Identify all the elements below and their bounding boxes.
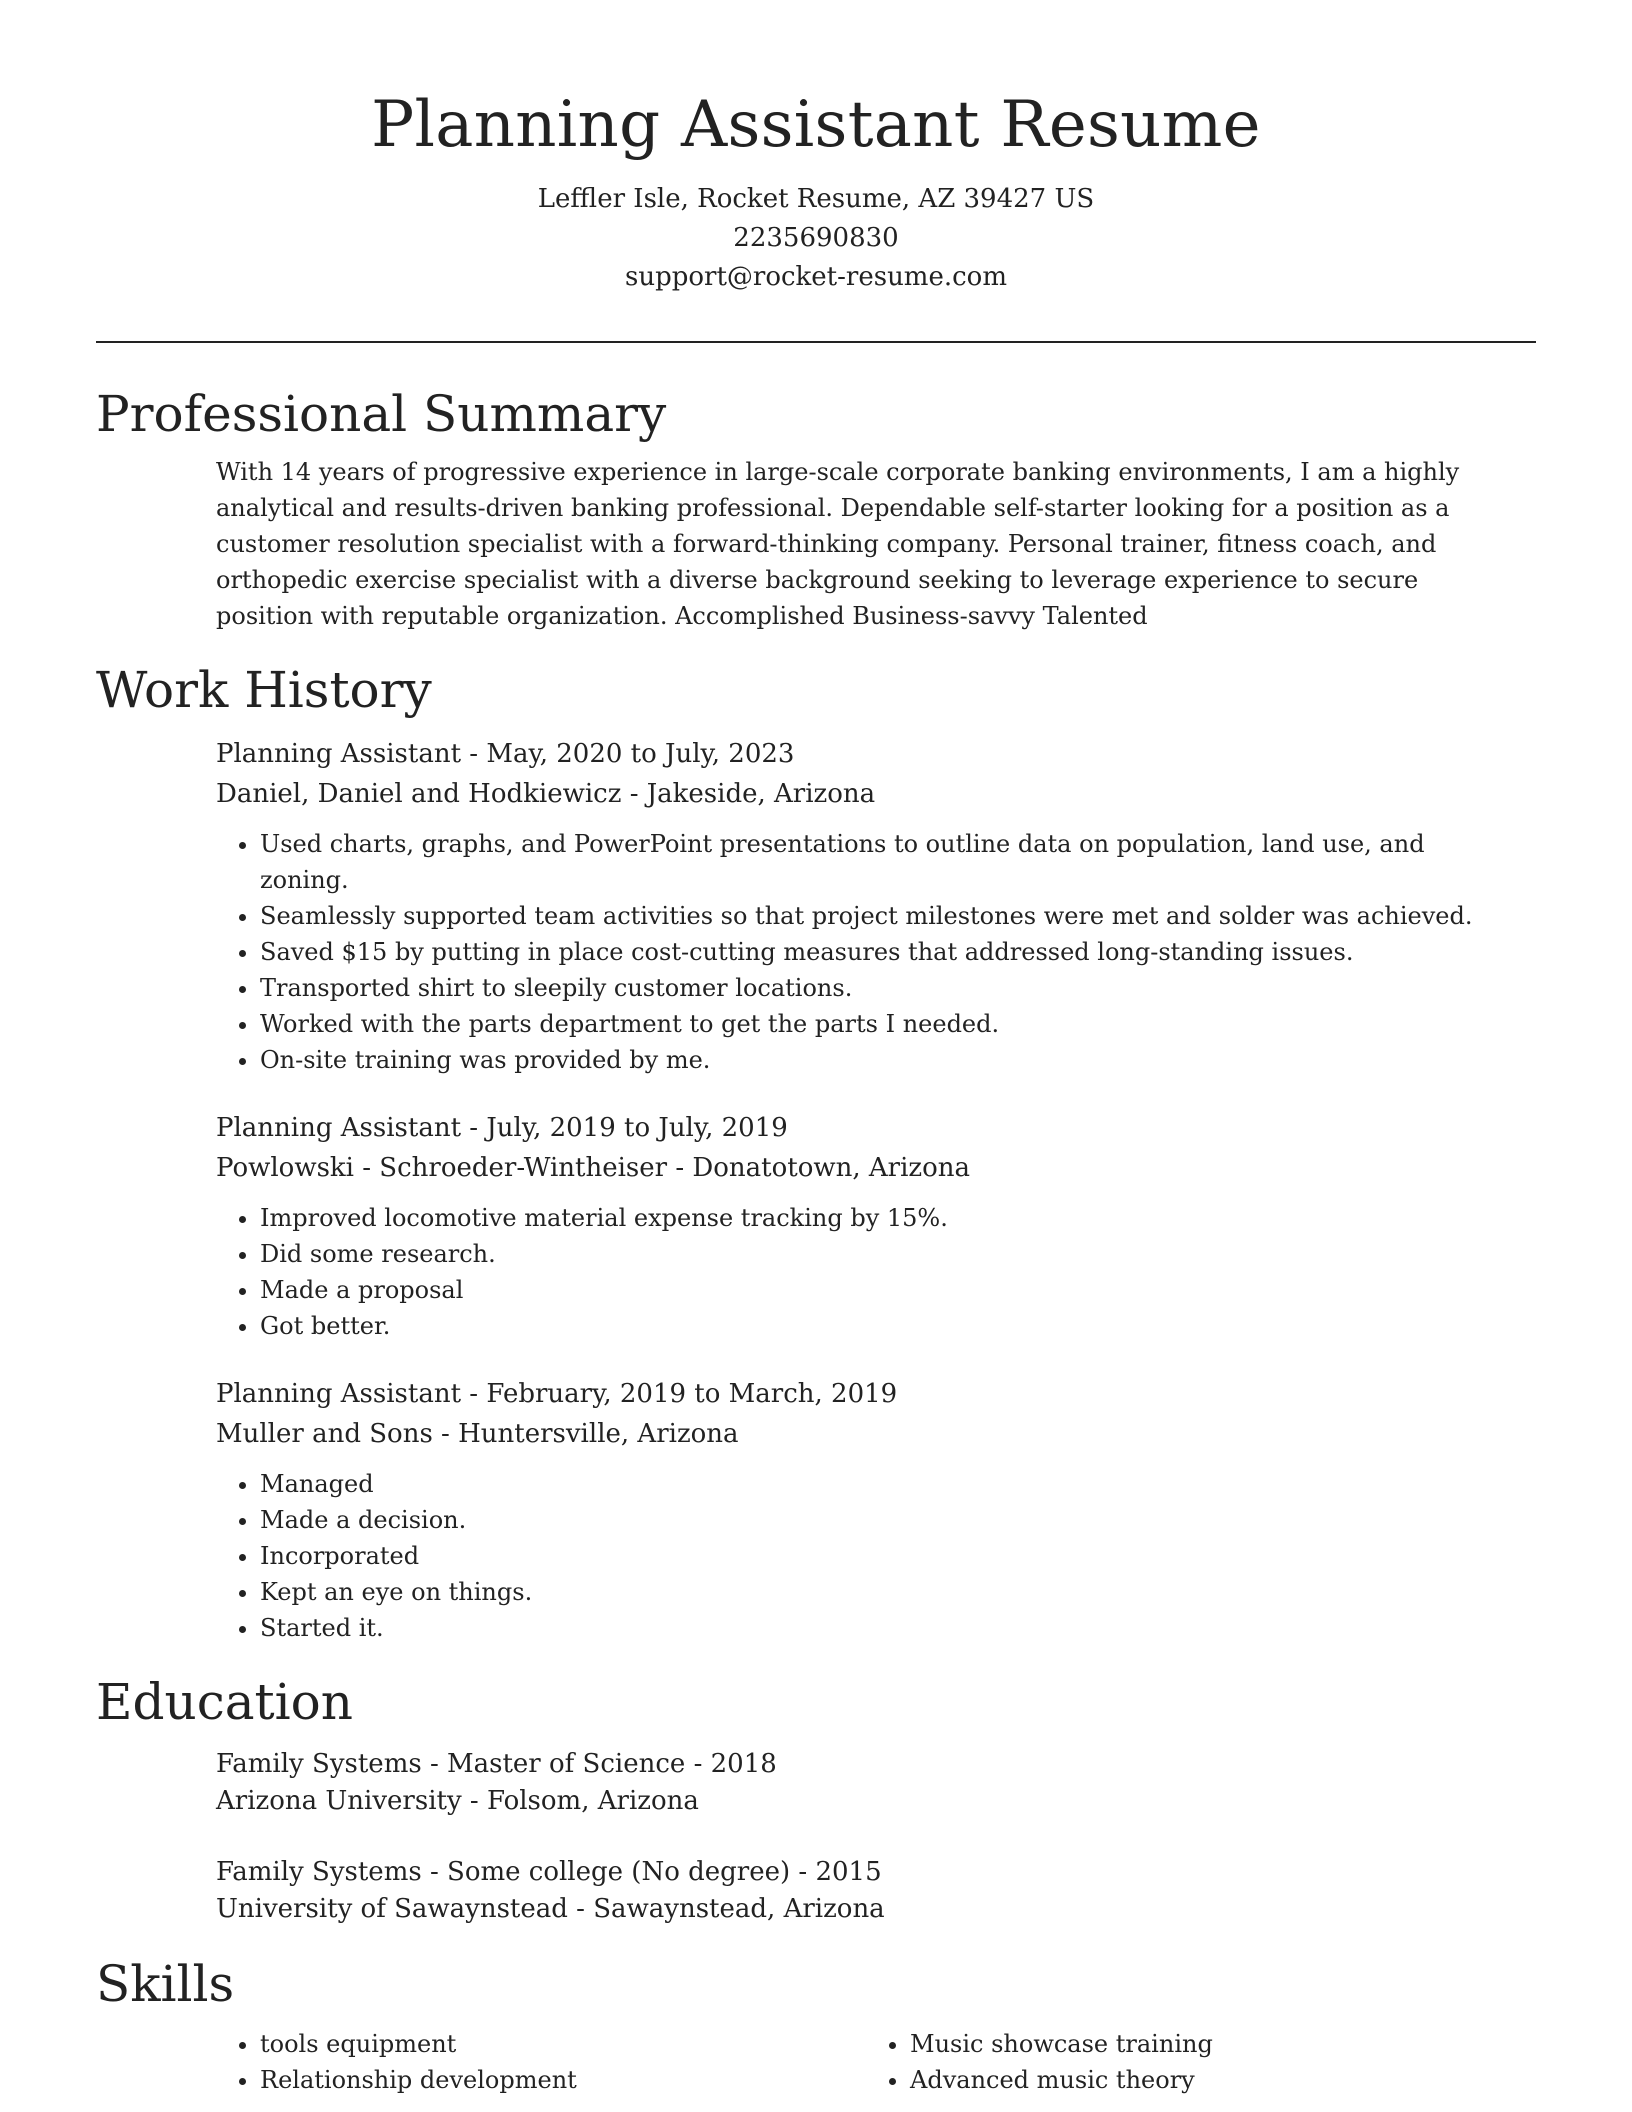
resume-body: [96, 380, 1536, 2098]
job-entry-3: [216, 1374, 1516, 1646]
skills-column-left: [216, 2026, 866, 2098]
summary-heading: Professional Summary: [96, 385, 667, 443]
list-item: • Used charts, graphs, and PowerPoint presentations to outline data on population, land use, and zoning.: [260, 826, 1516, 898]
summary-text: With 14 years of progressive experience in large-scale corporate banking environments, I am a highly analytical and results-driven banking professional. Dependable self-starter looking for a position as a customer resolution specialist with a forward-thinking company. Personal trainer, fitness coach, and orthopedic exercise specialist with a diverse background seeking to leverage experience to secure position with reputable organization. Accomplished Business-savvy Talented: [216, 458, 1460, 630]
degree-line: Family Systems - Master of Science - 2018: [216, 1749, 777, 1779]
job-company-line: Powlowski - Schroeder-Wintheiser - Donatotown, Arizona: [216, 1153, 970, 1183]
job-title-line: Planning Assistant - May, 2020 to July, 2023: [216, 739, 795, 769]
degree-line: Family Systems - Some college (No degree) - 2015: [216, 1857, 882, 1887]
list-item: • Incorporated: [260, 1538, 1516, 1574]
header-divider: [96, 341, 1536, 343]
list-item: • Made a decision.: [260, 1502, 1516, 1538]
list-item: • Music showcase training: [910, 2026, 1516, 2062]
list-item: • On-site training was provided by me.: [260, 1042, 1516, 1078]
list-item: • Did some research.: [260, 1236, 1516, 1272]
list-item: • Worked with the parts department to get the parts I needed.: [260, 1006, 1516, 1042]
skills-list: [216, 2026, 1516, 2098]
job-title-line: Planning Assistant - February, 2019 to March, 2019: [216, 1379, 898, 1409]
job-bullets: [216, 826, 1516, 1078]
list-item: • Kept an eye on things.: [260, 1574, 1516, 1610]
list-item: • Seamlessly supported team activities so that project milestones were met and solder was achieved.: [260, 898, 1516, 934]
resume-header: [96, 80, 1536, 297]
job-company-line: Muller and Sons - Huntersville, Arizona: [216, 1419, 739, 1449]
list-item: • tools equipment: [260, 2026, 866, 2062]
list-item: • Saved $15 by putting in place cost-cutting measures that addressed long-standing issues.: [260, 934, 1516, 970]
list-item: • Got better.: [260, 1308, 1516, 1344]
skills-column-right: [866, 2026, 1516, 2098]
education-entry-2: [216, 1854, 1476, 1928]
resume-title: Planning Assistant Resume: [371, 88, 1261, 162]
list-item: • Managed: [260, 1466, 1516, 1502]
school-line: Arizona University - Folsom, Arizona: [216, 1786, 699, 1816]
work-history-heading: Work History: [96, 661, 432, 719]
list-item: • Relationship development: [260, 2062, 866, 2098]
job-entry-1: [216, 734, 1516, 1078]
list-item: • Advanced music theory: [910, 2062, 1516, 2098]
job-entry-2: [216, 1108, 1516, 1344]
contact-email: support@rocket-resume.com: [624, 262, 1007, 292]
job-bullets: [216, 1200, 1516, 1344]
skills-heading: Skills: [96, 1955, 235, 2013]
list-item: • Made a proposal: [260, 1272, 1516, 1308]
list-item: • Improved locomotive material expense tracking by 15%.: [260, 1200, 1516, 1236]
job-title-line: Planning Assistant - July, 2019 to July, 2019: [216, 1113, 788, 1143]
job-company-line: Daniel, Daniel and Hodkiewicz - Jakeside, Arizona: [216, 779, 876, 809]
list-item: • Transported shirt to sleepily customer locations.: [260, 970, 1516, 1006]
contact-address: Leffler Isle, Rocket Resume, AZ 39427 US: [537, 184, 1095, 214]
education-heading: Education: [96, 1673, 353, 1731]
school-line: University of Sawaynstead - Sawaynstead, Arizona: [216, 1894, 885, 1924]
job-bullets: [216, 1466, 1516, 1646]
education-entry-1: [216, 1746, 1476, 1820]
contact-phone: 2235690830: [733, 223, 899, 253]
list-item: • Started it.: [260, 1610, 1516, 1646]
